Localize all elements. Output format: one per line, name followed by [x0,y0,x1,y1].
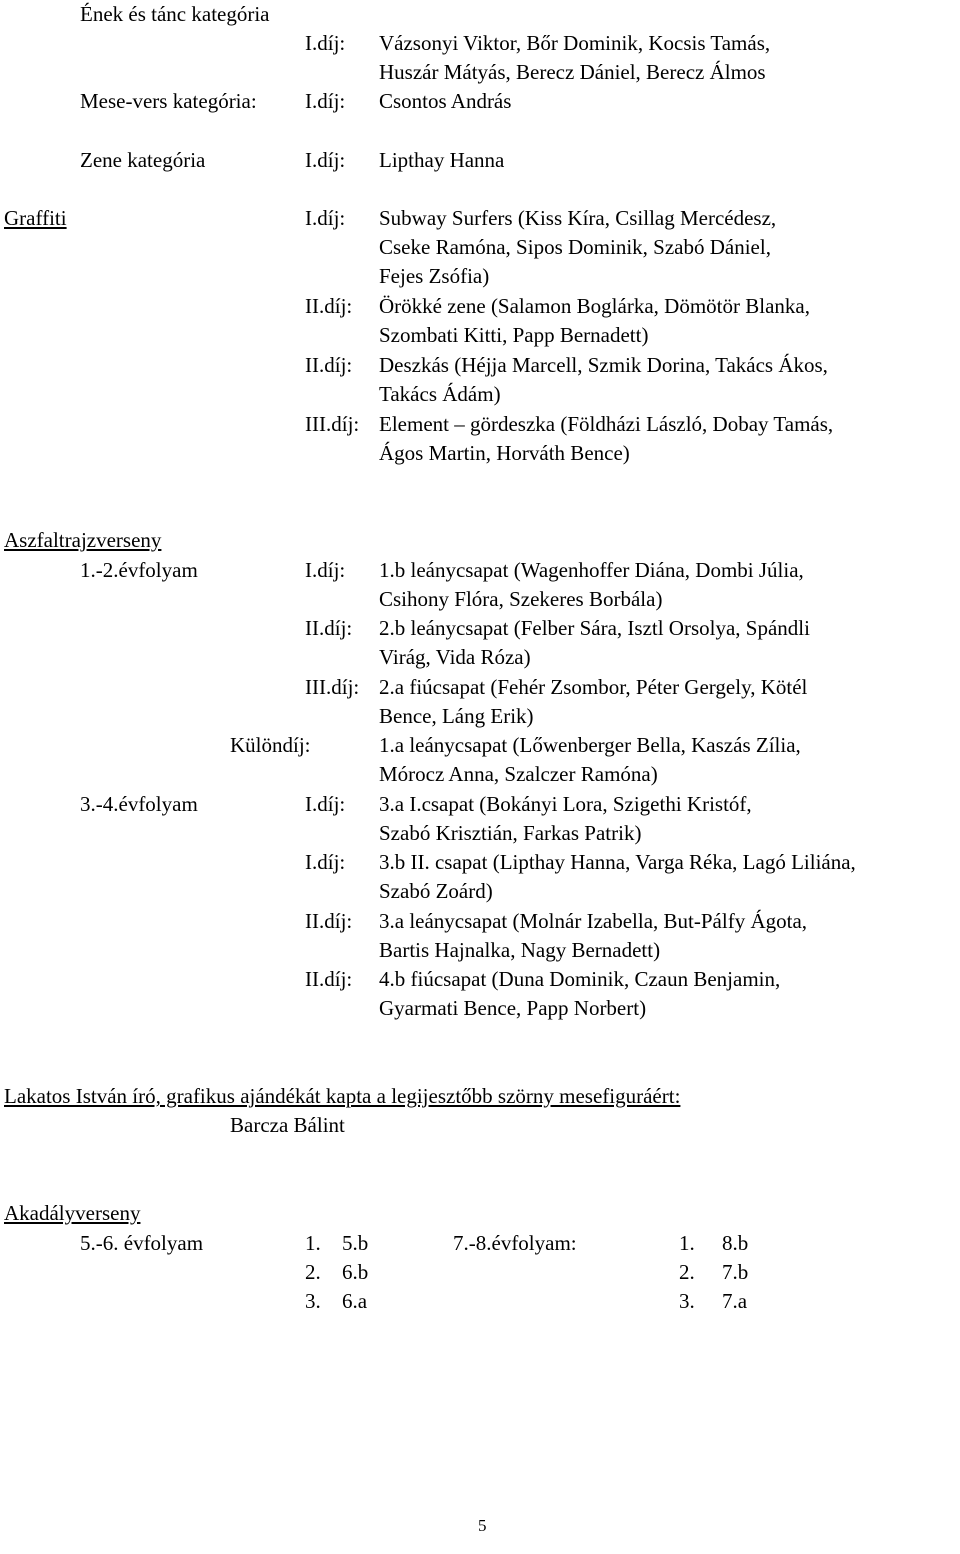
aszfalt-prize: I.díj: [305,792,346,816]
aszfalt-entry-line: 4.b fiúcsapat (Duna Dominik, Czaun Benjamin, [379,967,781,991]
graffiti-entry-line: Subway Surfers (Kiss Kíra, Csillag Mercédesz, [379,206,777,230]
graffiti-entry-line: Deszkás (Héjja Marcell, Szmik Dorina, Takács Ákos, [379,353,828,377]
graffiti-prize: II.díj: [305,294,353,318]
akadaly-right-rank: 1. [679,1231,695,1255]
graffiti-entry-line: Cseke Ramóna, Sipos Dominik, Szabó Dániel, [379,235,771,259]
graffiti-entry-line: Örökké zene (Salamon Boglárka, Dömötör Blanka, [379,294,810,318]
akadaly-left-team: 6.b [342,1260,369,1284]
akadaly-right-team: 8.b [722,1231,749,1255]
enek-winners-line2: Huszár Mátyás, Berecz Dániel, Berecz Álmos [379,60,766,84]
enek-category: Ének és tánc kategória [80,2,270,26]
aszfalt-entry-line: 3.a leánycsapat (Molnár Izabella, But-Pálfy Ágota, [379,909,808,933]
aszfalt-entry-line: Bence, Láng Erik) [379,704,534,728]
aszfalt-grade-34: 3.-4.évfolyam [80,792,198,816]
mese-prize: I.díj: [305,89,346,113]
mese-category: Mese-vers kategória: [80,89,257,113]
graffiti-entry-line: Ágos Martin, Horváth Bence) [379,441,630,465]
akadaly-right-rank: 2. [679,1260,695,1284]
akadaly-left-team: 5.b [342,1231,369,1255]
aszfalt-prize: II.díj: [305,909,353,933]
enek-prize: I.díj: [305,31,346,55]
graffiti-entry-line: Takács Ádám) [379,382,501,406]
aszfalt-prize: II.díj: [305,967,353,991]
aszfalt-prize: III.díj: [305,675,360,699]
aszfalt-entry-line: Bartis Hajnalka, Nagy Bernadett) [379,938,661,962]
aszfalt-entry-line: Szabó Krisztián, Farkas Patrik) [379,821,642,845]
graffiti-prize: I.díj: [305,206,346,230]
aszfalt-grade-12: 1.-2.évfolyam [80,558,198,582]
aszfalt-entry-line: Csihony Flóra, Szekeres Borbála) [379,587,663,611]
aszfalt-entry-line: 3.a I.csapat (Bokányi Lora, Szigethi Kristóf, [379,792,752,816]
graffiti-heading: Graffiti [4,206,67,230]
zene-prize: I.díj: [305,148,346,172]
akadaly-right-team: 7.a [722,1289,748,1313]
graffiti-entry-line: Szombati Kitti, Papp Bernadett) [379,323,649,347]
lakatos-winner: Barcza Bálint [230,1113,345,1137]
mese-winner: Csontos András [379,89,512,113]
akadaly-left-rank: 3. [305,1289,321,1313]
lakatos-heading: Lakatos István író, grafikus ajándékát kapta a legijesztőbb szörny mesefiguráért: [4,1084,681,1108]
graffiti-prize: III.díj: [305,412,360,436]
aszfalt-entry-line: 1.b leánycsapat (Wagenhoffer Diána, Dombi Júlia, [379,558,804,582]
aszfalt-entry-line: Virág, Vida Róza) [379,645,531,669]
aszfalt-prize: II.díj: [305,616,353,640]
zene-category: Zene kategória [80,148,206,172]
akadaly-left-rank: 2. [305,1260,321,1284]
akadaly-grade-56: 5.-6. évfolyam [80,1231,204,1255]
aszfalt-heading: Aszfaltrajzverseny [4,528,162,552]
graffiti-entry-line: Element – gördeszka (Földházi László, Dobay Tamás, [379,412,834,436]
aszfalt-special-prize: Különdíj: [230,733,311,757]
akadaly-right-rank: 3. [679,1289,695,1313]
aszfalt-entry-line: 2.b leánycsapat (Felber Sára, Isztl Orsolya, Spándli [379,616,810,640]
akadaly-right-team: 7.b [722,1260,749,1284]
aszfalt-entry-line: Szabó Zoárd) [379,879,493,903]
akadaly-left-team: 6.a [342,1289,368,1313]
page-number: 5 [478,1516,487,1535]
graffiti-prize: II.díj: [305,353,353,377]
aszfalt-entry-line: Gyarmati Bence, Papp Norbert) [379,996,647,1020]
zene-winner: Lipthay Hanna [379,148,505,172]
aszfalt-entry-line: 1.a leánycsapat (Lőwenberger Bella, Kaszás Zília, [379,733,801,757]
aszfalt-entry-line: 3.b II. csapat (Lipthay Hanna, Varga Réka, Lagó Liliána, [379,850,856,874]
graffiti-entry-line: Fejes Zsófia) [379,264,490,288]
aszfalt-entry-line: 2.a fiúcsapat (Fehér Zsombor, Péter Gergely, Kötél [379,675,808,699]
akadaly-heading: Akadályverseny [4,1201,141,1225]
aszfalt-prize: I.díj: [305,558,346,582]
aszfalt-entry-line: Mórocz Anna, Szalczer Ramóna) [379,762,658,786]
aszfalt-prize: I.díj: [305,850,346,874]
akadaly-left-rank: 1. [305,1231,321,1255]
akadaly-grade-78: 7.-8.évfolyam: [453,1231,577,1255]
enek-winners-line1: Vázsonyi Viktor, Bőr Dominik, Kocsis Tamás, [379,31,771,55]
